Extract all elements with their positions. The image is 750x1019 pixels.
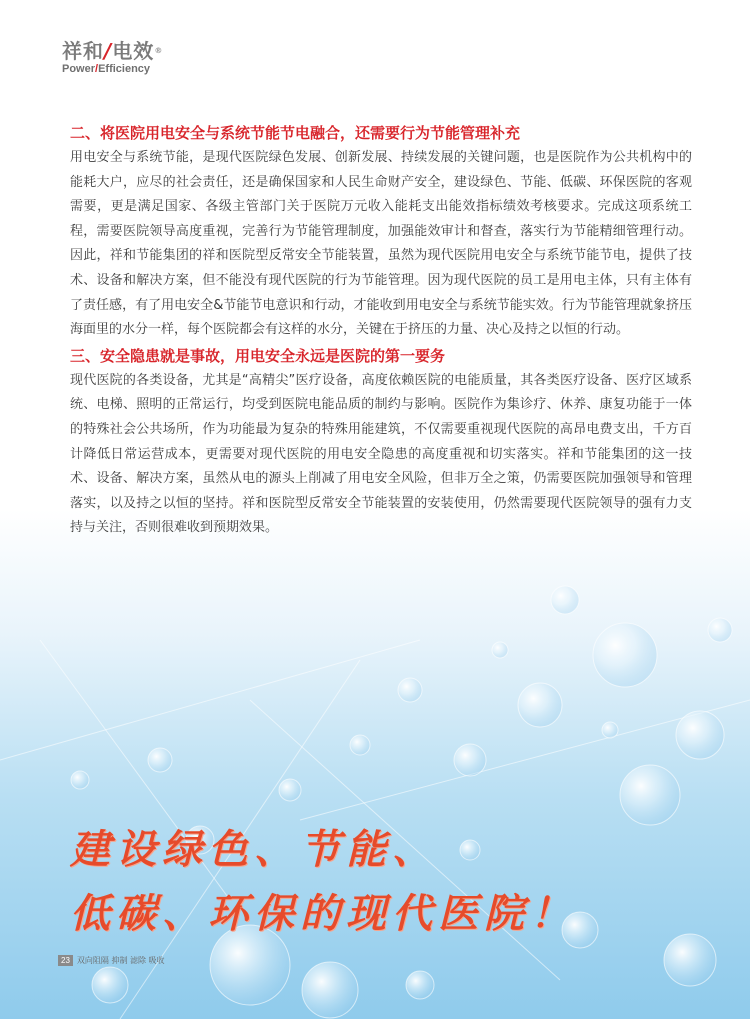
- logo-slash: /: [104, 39, 113, 63]
- page-number: 23: [58, 955, 73, 966]
- brand-logo: [62, 40, 163, 75]
- logo-en-part2: Efficiency: [98, 63, 151, 75]
- logo-english: [62, 63, 163, 75]
- logo-registered-mark: ®: [154, 46, 164, 55]
- logo-en-part1: Power: [62, 63, 96, 75]
- section-3-paragraph: 现代医院的各类设备，尤其是“高精尖”医疗设备，高度依赖医院的电能质量，其各类医疗设备、医疗区域系统、电梯、照明的正常运行，均受到医院电能品质的制约与影响。医院作为集诊疗、休养、康复功能于一体的特殊社会公共场所，作为功能最为复杂的特殊用能建筑，不仅需要重视现代医院的高昂电费支出，千方百计降低日常运营成本，更需要对现代医院的用电安全隐患的高度重视和切实落实。祥和节能集团的这一技术、设备、解决方案，虽然从电的源头上削减了用电安全风险，但非万全之策，仍需要医院加强领导和管理落实，以及持之以恒的坚持。祥和医院型反常安全节能装置的安装使用，仍然需要现代医院领导的强有力支持与关注，否则很难收到预期效果。: [70, 372, 692, 536]
- logo-cn-part2: 电效: [112, 39, 155, 63]
- logo-en-slash: /: [95, 63, 99, 75]
- footer-text: 双向阻隔 抑制 滤除 吸收: [76, 956, 165, 965]
- section-2-paragraph: 用电安全与系统节能，是现代医院绿色发展、创新发展、持续发展的关键问题，也是医院作为公共机构中的能耗大户，应尽的社会责任，还是确保国家和人民生命财产安全，建设绿色、节能、低碳、环保医院的客观需要，更是满足国家、各级主管部门关于医院万元收入能耗支出能效指标绩效考核要求。完成这项系统工程，需要医院领导高度重视，完善行为节能管理制度，加强能效审计和督查，落实行为节能精细管理行动。因此，祥和节能集团的祥和医院型反常安全节能装置，虽然为现代医院用电安全与系统节能节电，提供了技术、设备和解决方案，但不能没有现代医院的行为节能管理。因为现代医院的员工是用电主体，只有主体有了责任感，有了用电安全&节能节电意识和行动，才能收到用电安全与系统节能实效。行为节能管理就象挤压海面里的水分一样，每个医院都会有这样的水分，关键在于挤压的力量、决心及持之以恒的行动。: [70, 150, 692, 338]
- logo-chinese: [62, 40, 163, 62]
- slogan-line-1: 建设绿色、节能、: [70, 826, 438, 873]
- section-2-heading: 二、将医院用电安全与系统节能节电融合，还需要行为节能管理补充: [70, 124, 521, 142]
- page-footer: [58, 955, 165, 966]
- logo-cn-part1: 祥和: [62, 39, 104, 63]
- article-body: [70, 120, 692, 541]
- slogan-line-2: 低碳、环保的现代医院！: [70, 890, 576, 937]
- section-3-heading: 三、安全隐患就是事故，用电安全永远是医院的第一要务: [70, 346, 446, 365]
